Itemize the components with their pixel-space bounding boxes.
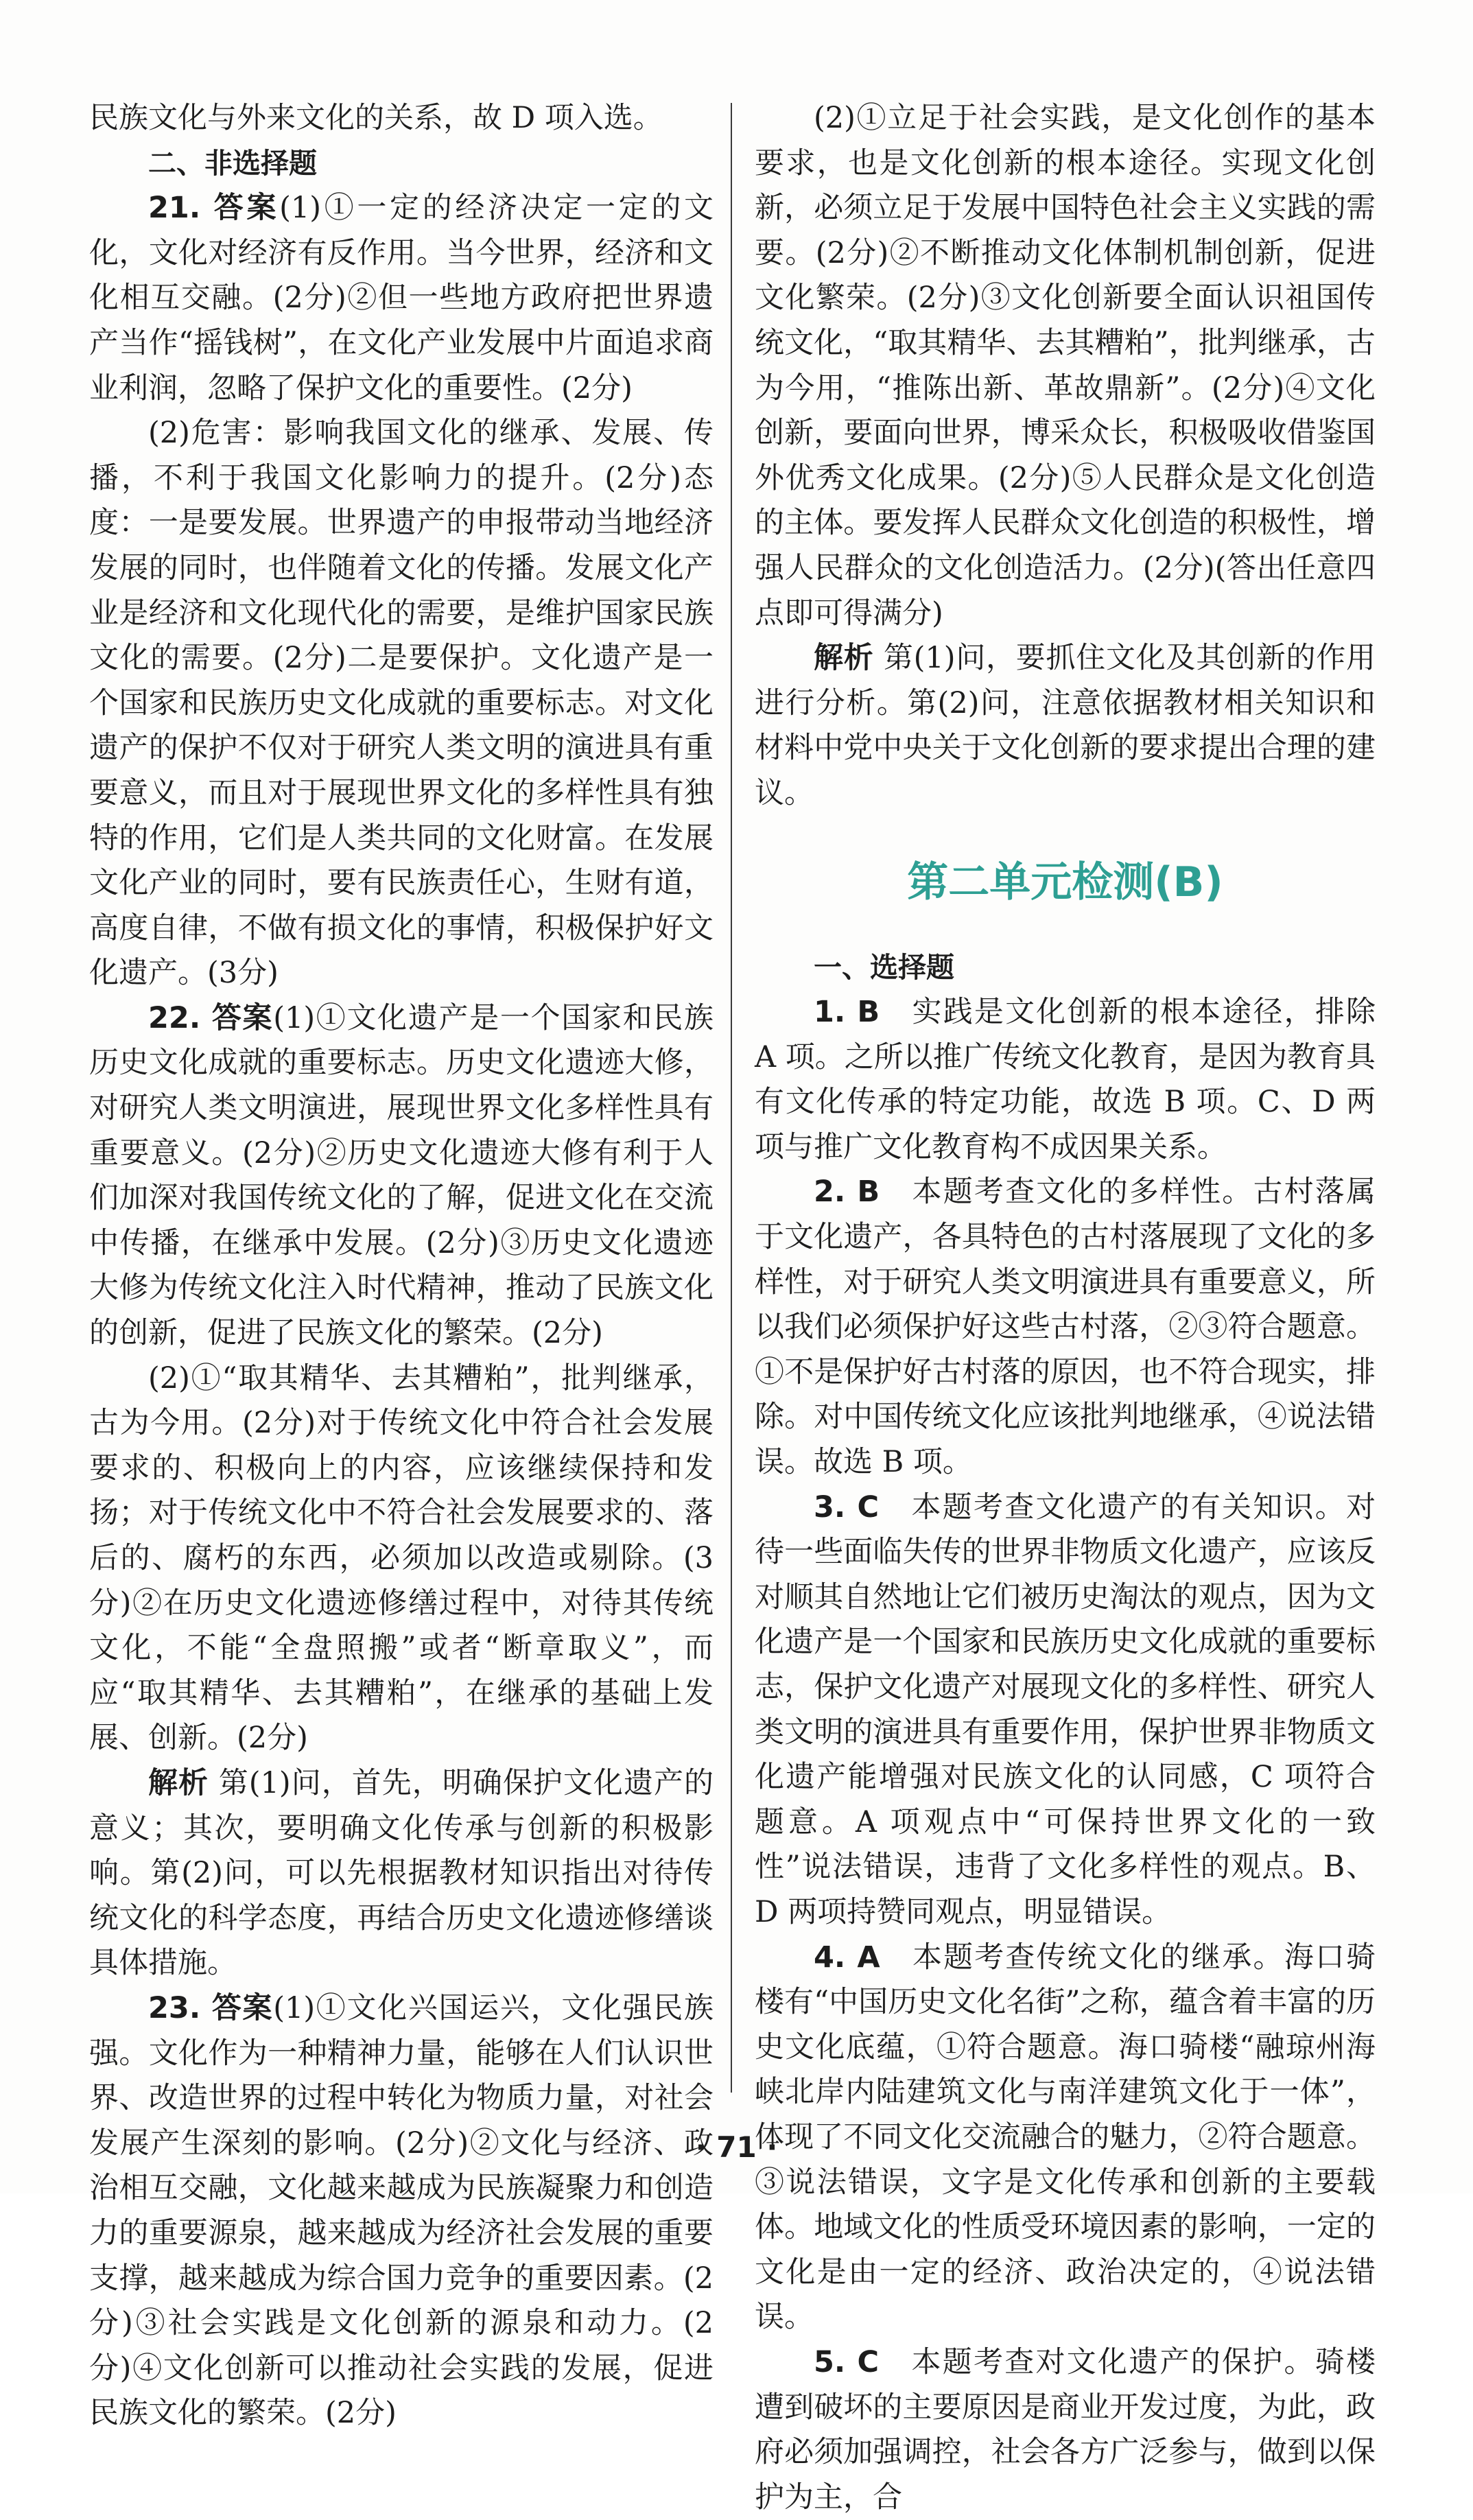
analysis-23 [755, 636, 1376, 816]
choice-answer-2 [755, 1170, 1376, 1485]
answer-key: 5. C [814, 2344, 880, 2379]
left-column [89, 96, 714, 2436]
unit-title: 第二单元检测(B) [907, 858, 1223, 906]
answer-text: (1)①文化遗产是一个国家和民族历史文化成就的重要标志。历史文化遗迹大修，对研究人类文明演进，展现世界文化多样性具有重要意义。(2分)②历史文化遗迹大修有利于人们加深对我国传统文化的了解，促进文化在交流中传播，在继承中发展。(2分)③历史文化遗迹大修为传统文化注入时代精神，推动了民族文化的创新，促进了民族文化的繁荣。(2分) [89, 1000, 714, 1351]
answer-text: 本题考查文化的多样性。古村落属于文化遗产，各具特色的古村落展现了文化的多样性，对于研究人类文明演进具有重要意义，所以我们必须保护好这些古村落，②③符合题意。①不是保护好古村落的原因，也不符合现实，排除。对中国传统文化应该批判地继承，④说法错误。故选 B 项。 [755, 1175, 1376, 1480]
answer-text: (1)①一定的经济决定一定的文化，文化对经济有反作用。当今世界，经济和文化相互交融。(2分)②但一些地方政府把世界遗产当作“摇钱树”，在文化产业发展中片面追求商业利润，忽略了保护文化的重要性。(2分) [89, 191, 714, 405]
answer-21-part-2: (2)危害：影响我国文化的继承、发展、传播，不利于我国文化影响力的提升。(2分)态度：一是要发展。世界遗产的申报带动当地经济发展的同时，也伴随着文化的传播。发展文化产业是经济和文化现代化的需要，是维护国家民族文化的需要。(2分)二是要保护。文化遗产是一个国家和民族历史文化成就的重要标志。对文化遗产的保护不仅对于研究人类文明的演进具有重要意义，而且对于展现世界文化的多样性具有独特的作用，它们是人类共同的文化财富。在发展文化产业的同时，要有民族责任心，生财有道，高度自律，不做有损文化的事情，积极保护好文化遗产。(3分) [89, 416, 714, 991]
answer-key: 1. B [814, 995, 880, 1030]
analysis-label: 解析 [814, 641, 874, 676]
answer-22-part-2: (2)①“取其精华、去其糟粕”，批判继承，古为今用。(2分)对于传统文化中符合社会发展要求的、积极向上的内容，应该继续保持和发扬；对于传统文化中不符合社会发展要求的、落后的、腐朽的东西，必须加以改造或剔除。(3分)②在历史文化遗迹修缮过程中，对待其传统文化，不能“全盘照搬”或者“断章取义”，而应“取其精华、去其糟粕”，在继承的基础上发展、创新。(2分) [89, 1361, 714, 1756]
answer-text: (1)①文化兴国运兴，文化强民族强。文化作为一种精神力量，能够在人们认识世界、改造世界的过程中转化为物质力量，对社会发展产生深刻的影响。(2分)②文化与经济、政治相互交融，文化越来越成为民族凝聚力和创造力的重要源泉，越来越成为经济社会发展的重要支撑，越来越成为综合国力竞争的重要因素。(2分)③社会实践是文化创新的源泉和动力。(2分)④文化创新可以推动社会实践的发展，促进民族文化的繁荣。(2分) [89, 1990, 714, 2431]
question-number: 23. 答案 [148, 1990, 274, 2025]
analysis-22 [89, 1761, 714, 1986]
analysis-text: 第(1)问，要抓住文化及其创新的作用进行分析。第(2)问，注意依据教材相关知识和材料中党中央关于文化创新的要求提出合理的建议。 [755, 641, 1376, 810]
analysis-label: 解析 [148, 1765, 209, 1800]
column-divider [731, 103, 732, 2093]
question-number: 21. 答案 [148, 191, 280, 226]
choice-answer-3 [755, 1485, 1376, 1935]
answer-text: 实践是文化创新的根本途径，排除 A 项。之所以推广传统文化教育，是因为教育具有文化传承的特定功能，故选 B 项。C、D 两项与推广文化教育构不成因果关系。 [755, 995, 1376, 1164]
section-heading: 二、非选择题 [148, 146, 317, 180]
section-heading: 一、选择题 [814, 950, 954, 984]
answer-key: 4. A [814, 1940, 880, 1975]
question-number: 22. 答案 [148, 1000, 274, 1035]
answer-23-part-1 [89, 1986, 714, 2436]
answer-text: 本题考查对文化遗产的保护。骑楼遭到破坏的主要原因是商业开发过度，为此，政府必须加强调控，社会各方广泛参与，做到以保护为主，合 [755, 2344, 1376, 2515]
analysis-text: 第(1)问，首先，明确保护文化遗产的意义；其次，要明确文化传承与创新的积极影响。第(2)问，可以先根据教材知识指出对待传统文化的科学态度，再结合历史文化遗迹修缮谈具体措施。 [89, 1765, 714, 1981]
paragraph: 民族文化与外来文化的关系，故 D 项入选。 [89, 101, 663, 135]
answer-21-part-1 [89, 186, 714, 411]
page-number: · 71 · [695, 2130, 778, 2164]
answer-23-part-2: (2)①立足于社会实践，是文化创作的基本要求，也是文化创新的根本途径。实现文化创新，必须立足于发展中国特色社会主义实践的需要。(2分)②不断推动文化体制机制创新，促进文化繁荣。(2分)③文化创新要全面认识祖国传统文化，“取其精华、去其糟粕”，批判继承，古为今用，“推陈出新、革故鼎新”。(2分)④文化创新，要面向世界，博采众长，积极吸收借鉴国外优秀文化成果。(2分)⑤人民群众是文化创造的主体。要发挥人民群众文化创造的积极性，增强人民群众的文化创造活力。(2分)(答出任意四点即可得满分) [755, 101, 1376, 631]
answer-22-part-1 [89, 996, 714, 1356]
answer-text: 本题考查传统文化的继承。海口骑楼有“中国历史文化名街”之称，蕴含着丰富的历史文化底蕴，①符合题意。海口骑楼“融琼州海峡北岸内陆建筑文化与南洋建筑文化于一体”，体现了不同文化交流融合的魅力，②符合题意。③说法错误，文字是文化传承和创新的主要载体。地域文化的性质受环境因素的影响，一定的文化是由一定的经济、政治决定的，④说法错误。 [755, 1940, 1376, 2335]
choice-answer-1 [755, 990, 1376, 1170]
choice-answer-5 [755, 2340, 1376, 2520]
answer-text: 本题考查文化遗产的有关知识。对待一些面临失传的世界非物质文化遗产，应该反对顺其自然地让它们被历史淘汰的观点，因为文化遗产是一个国家和民族历史文化成就的重要标志，保护文化遗产对展现文化的多样性、研究人类文明的演进具有重要作用，保护世界非物质文化遗产能增强对民族文化的认同感，C 项符合题意。A 项观点中“可保持世界文化的一致性”说法错误，违背了文化多样性的观点。B、D 两项持赞同观点，明显错误。 [755, 1489, 1376, 1929]
answer-key: 3. C [814, 1489, 880, 1524]
answer-key: 2. B [814, 1175, 880, 1210]
